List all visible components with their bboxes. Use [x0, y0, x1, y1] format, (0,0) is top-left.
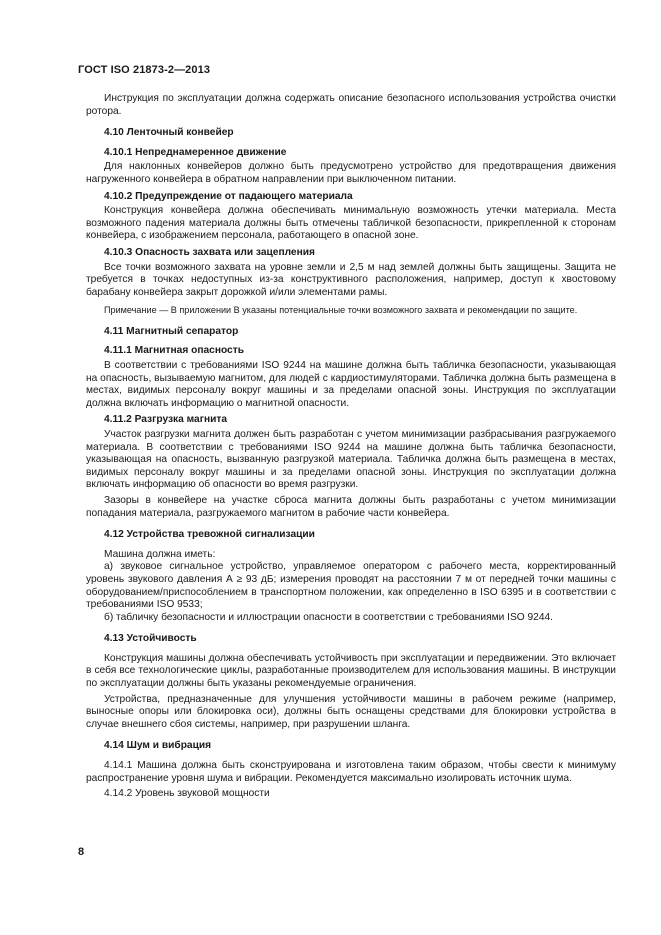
- list-item-4-12-b: б) табличку безопасности и иллюстрации опасности в соответствии с требованиями ISO 9244.: [104, 611, 554, 623]
- paragraph-4-10-2: Конструкция конвейера должна обеспечивать минимальную возможность утечки материала. Места возможного падения материала должны быть отмечены табличкой безопасности, прикрепленной к сторонам конвейера, с изображением персонала, работающего в опасной зоне.: [86, 205, 616, 242]
- page-number: 8: [78, 846, 85, 858]
- heading-4-12: 4.12 Устройства тревожной сигнализации: [104, 529, 315, 541]
- heading-4-13: 4.13 Устойчивость: [104, 633, 197, 645]
- paragraph-4-12-intro: Машина должна иметь:: [104, 548, 216, 560]
- list-item-4-12-a: а) звуковое сигнальное устройство, управляемое оператором с рабочего места, корректированный уровень звукового давления А ≥ 93 дБ; измерения проводят на расстоянии 7 м от передней точки машины с оборудованием/приспособлением в транспортном положении, как определенно в ISO 6395 и в соответствии с требованиями ISO 9533;: [86, 561, 616, 611]
- heading-4-10: 4.10 Ленточный конвейер: [104, 127, 234, 139]
- paragraph-4-14-2: 4.14.2 Уровень звуковой мощности: [104, 788, 270, 800]
- document-body: [86, 93, 616, 804]
- note-appendix-b: Примечание — В приложении В указаны потенциальные точки возможного захвата и рекомендации по защите.: [104, 305, 578, 316]
- document-header: ГОСТ ISO 21873-2—2013: [78, 64, 211, 76]
- paragraph-4-11-1: В соответствии с требованиями ISO 9244 на машине должна быть табличка безопасности, указывающая на опасность, вызываемую магнитом, для людей с кардиостимуляторами. Табличка должна быть размещена в местах, видимых персоналу вокруг машины и за пределами опасной зоны. Инструкция по эксплуатации должна включать информацию о магнитной опасности.: [86, 360, 616, 409]
- heading-4-14: 4.14 Шум и вибрация: [104, 740, 212, 752]
- paragraph-4-10-1: Для наклонных конвейеров должно быть предусмотрено устройство для предотвращения движения нагруженного конвейера в обратном направлении при выключенном питании.: [86, 161, 616, 185]
- heading-4-10-2: 4.10.2 Предупреждение от падающего материала: [104, 190, 353, 202]
- heading-4-11: 4.11 Магнитный сепаратор: [104, 325, 239, 337]
- heading-4-11-2: 4.11.2 Разгрузка магнита: [104, 414, 228, 426]
- heading-4-10-3: 4.10.3 Опасность захвата или зацепления: [104, 246, 315, 258]
- paragraph-4-11-2b: Зазоры в конвейере на участке сброса магнита должны быть разработаны с учетом минимизации попадания материала, разгружаемого магнитом в рабочие части конвейера.: [86, 494, 616, 519]
- heading-4-11-1: 4.11.1 Магнитная опасность: [104, 345, 244, 357]
- paragraph-4-10-3: Все точки возможного захвата на уровне земли и 2,5 м над землей должны быть защищены. Защита не требуется в точках недоступных из-за конструктивного расположения, например, доступ к хвостовому барабану конвейера закрыт дорожкой и/или элементами рамы.: [86, 261, 616, 298]
- paragraph-rotor-cleaning: Инструкция по эксплуатации должна содержать описание безопасного использования устройства очистки ротора.: [86, 93, 616, 117]
- paragraph-4-13b: Устройства, предназначенные для улучшения устойчивости машины в рабочем режиме (например, выносные опоры или блокировка оси), должны быть оснащены средствами для блокировки устройства в случае внешнего сбоя системы, например, при разрушении шланга.: [86, 693, 616, 730]
- paragraph-4-14-1: 4.14.1 Машина должна быть сконструирована и изготовлена таким образом, чтобы свести к минимуму распространение уровня шума и вибрации. Рекомендуется максимально изолировать источник шума.: [86, 760, 616, 784]
- paragraph-4-13a: Конструкция машины должна обеспечивать устойчивость при эксплуатации и передвижении. Это включает в себя все технологические циклы, разработанные производителем для использования машины. В инструкции по эксплуатации должны быть указаны рекомендуемые ограничения.: [86, 652, 616, 690]
- paragraph-4-11-2a: Участок разгрузки магнита должен быть разработан с учетом минимизации разбрасывания разгружаемого материала. В соответствии с требованиями ISO 9244 на машине должна быть табличка безопасности, указывающая на опасность, вызванную разгрузкой материала. Табличка должна быть размещена в местах, видимых персоналу вокруг машины и за пределами опасной зоны. Инструкция по эксплуатации должна включать информацию об опасности во время разгрузки.: [86, 428, 616, 491]
- heading-4-10-1: 4.10.1 Непреднамеренное движение: [104, 146, 287, 158]
